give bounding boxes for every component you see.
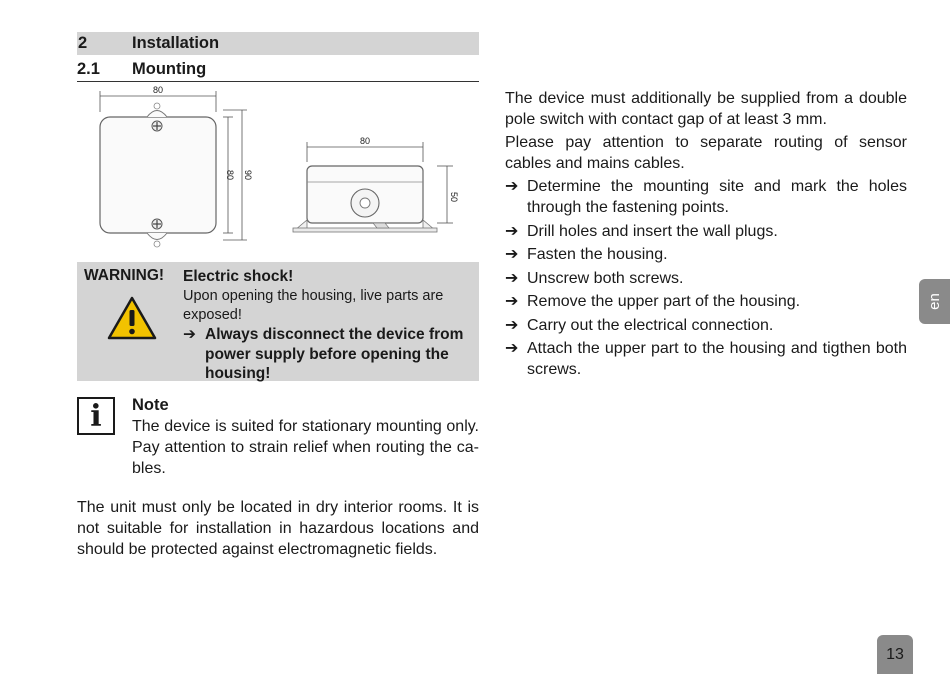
section-number: 2 <box>78 34 88 52</box>
page-number: 13 <box>877 635 913 674</box>
warning-instruction <box>183 325 471 384</box>
arrow-right-icon: ➔ <box>505 269 519 287</box>
location-paragraph: The unit must only be located in dry interior rooms. It is not suitable for installation in hazardous locations and should be protected against electromagnetic fields. <box>77 499 479 558</box>
step-item <box>505 315 907 336</box>
note-text: The device is suited for stationary mounting only. Pay attention to strain relief when routing the ca-bles. <box>132 418 479 477</box>
warning-box <box>77 262 479 381</box>
warning-title: Electric shock! <box>183 268 294 285</box>
language-tab-label: en <box>926 293 943 310</box>
step-item <box>505 176 907 218</box>
arrow-right-icon: ➔ <box>505 293 519 310</box>
language-tab <box>919 279 950 324</box>
switch-paragraph: The device must additionally be supplied from a double pole switch with contact gap of at least 3 mm. <box>505 90 907 128</box>
arrow-right-icon: ➔ <box>505 316 519 334</box>
warning-label: WARNING! <box>84 267 165 284</box>
note-title: Note <box>132 396 169 414</box>
step-text: Remove the upper part of the housing. <box>527 293 801 310</box>
step-item <box>505 268 907 289</box>
arrow-right-icon: ➔ <box>505 178 519 195</box>
step-text: Attach the upper part to the housing and tigthen both screws. <box>527 340 907 378</box>
note-box <box>77 395 479 479</box>
right-column <box>505 88 907 383</box>
mounting-drawing-svg <box>77 82 479 262</box>
info-icon: i <box>77 397 115 435</box>
step-text: Determine the mounting site and mark the holes through the fastening points. <box>527 178 907 216</box>
subsection-number: 2.1 <box>77 60 100 78</box>
arrow-right-icon: ➔ <box>183 326 196 343</box>
step-text: Drill holes and insert the wall plugs. <box>527 222 778 240</box>
side-width-label: 80 <box>359 136 371 146</box>
warning-triangle-icon <box>106 295 183 346</box>
step-list <box>505 176 907 380</box>
subsection-title: Mounting <box>132 60 207 78</box>
step-text: Fasten the housing. <box>527 246 668 263</box>
front-height-inner-label: 80 <box>225 169 235 181</box>
side-view <box>293 136 453 232</box>
warning-instruction-text: Always disconnect the device from power supply before opening the housing! <box>205 326 464 382</box>
front-width-label: 80 <box>152 85 164 95</box>
mounting-drawing <box>77 82 479 262</box>
routing-paragraph: Please pay attention to separate routing of sensor cables and mains cables. <box>505 134 907 172</box>
section-title: Installation <box>132 34 220 52</box>
front-height-outer-label: 90 <box>243 169 253 181</box>
step-item <box>505 291 907 312</box>
step-text: Unscrew both screws. <box>527 269 684 287</box>
arrow-right-icon: ➔ <box>505 246 519 263</box>
step-item <box>505 244 907 265</box>
left-column <box>77 32 479 560</box>
section-heading <box>77 32 479 55</box>
warning-text: Upon opening the housing, live parts are exposed! <box>183 288 444 323</box>
front-view <box>100 85 247 247</box>
side-height-label: 50 <box>449 191 459 203</box>
arrow-right-icon: ➔ <box>505 340 519 357</box>
step-item <box>505 338 907 380</box>
subsection-heading <box>77 55 479 82</box>
step-text: Carry out the electrical connection. <box>527 316 774 334</box>
step-item <box>505 221 907 242</box>
arrow-right-icon: ➔ <box>505 222 519 240</box>
